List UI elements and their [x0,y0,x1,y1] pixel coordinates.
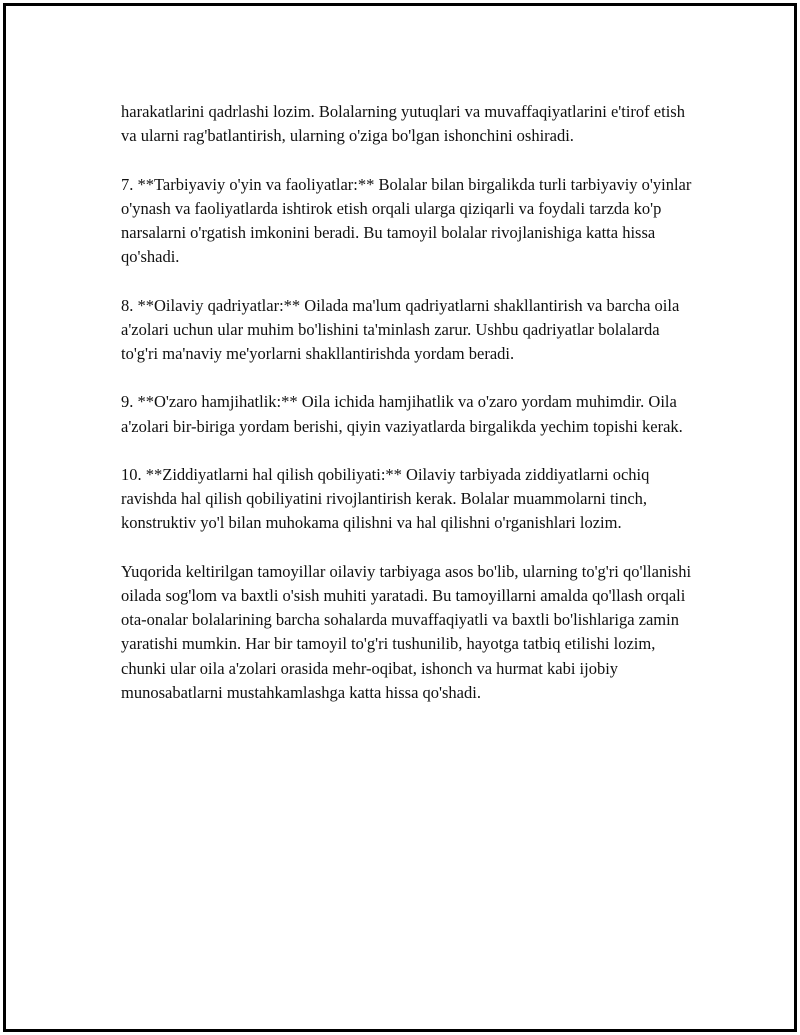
paragraph-item-8: 8. **Oilaviy qadriyatlar:** Oilada ma'lum qadriyatlarni shakllantirish va barcha oila a'zolari uchun ular muhim bo'lishini ta'minlash zarur. Ushbu qadriyatlar bolalarda to'g'ri ma'naviy me'yorlarni shakllantirishda yordam beradi. [121,295,680,363]
paragraph-item-7: 7. **Tarbiyaviy o'yin va faoliyatlar:** Bolalar bilan birgalikda turli tarbiyaviy o'yinlar o'ynash va faoliyatlarda ishtirok etish orqali ularga qiziqarli va foydali tarzda ko'p narsalarni o'rgatish imkonini beradi. Bu tamoyil bolalar rivojlanishiga katta hissa qo'shadi. [121,174,692,267]
paragraph-conclusion: Yuqorida keltirilgan tamoyillar oilaviy tarbiyaga asos bo'lib, ularning to'g'ri qo'llanishi oilada sog'lom va baxtli o'sish muhiti yaratadi. Bu tamoyillarni amalda qo'llash orqali ota-onalar bolalarining barcha sohalarda muvaffaqiyatli va baxtli bo'lishlariga zamin yaratishi mumkin. Har bir tamoyil to'g'ri tushunilib, hayotga tatbiq etilishi lozim, chunki ular oila a'zolari orasida mehr-oqibat, ishonch va hurmat kabi ijobiy munosabatlarni mustahkamlashga katta hissa qo'shadi. [121,561,692,702]
page-frame [3,3,797,1032]
page-content [121,100,696,729]
paragraph-item-9: 9. **O'zaro hamjihatlik:** Oila ichida hamjihatlik va o'zaro yordam muhimdir. Oila a'zolari bir-biriga yordam berishi, qiyin vaziyatlarda birgalikda yechim topishi kerak. [121,392,683,436]
paragraph-continuation: harakatlarini qadrlashi lozim. Bolalarning yutuqlari va muvaffaqiyatlarini e'tirof etish va ularni rag'batlantirish, ularning o'ziga bo'lgan ishonchini oshiradi. [121,102,685,146]
paragraph-item-10: 10. **Ziddiyatlarni hal qilish qobiliyati:** Oilaviy tarbiyada ziddiyatlarni ochiq ravishda hal qilish qobiliyatini rivojlantirish kerak. Bolalar muammolarni tinch, konstruktiv yo'l bilan muhokama qilishni va hal qilishni o'rganishlari lozim. [121,464,650,533]
